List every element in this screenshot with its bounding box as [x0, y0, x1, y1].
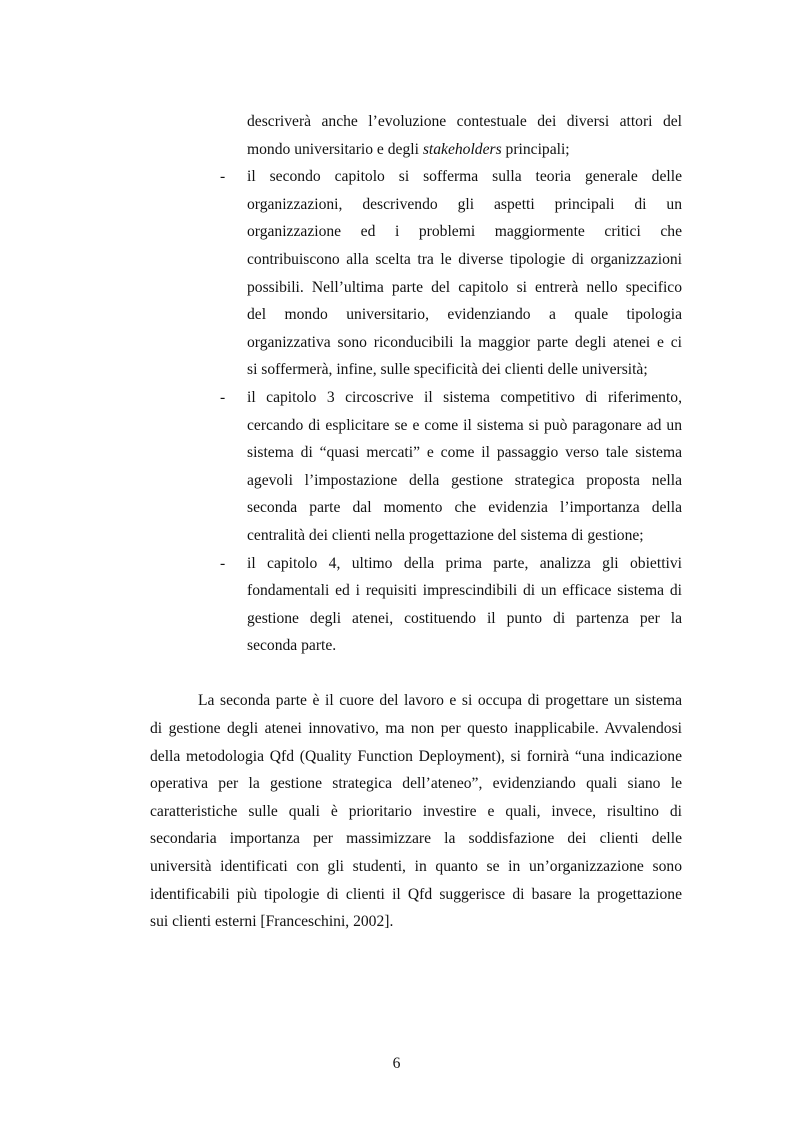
list-item-text: fondamentali ed i requisiti imprescindibili di un efficace sistema di — [247, 582, 682, 600]
paragraph-line-5 — [150, 798, 682, 826]
list-item-3-line-4 — [247, 632, 682, 660]
paragraph-line-8 — [150, 881, 682, 909]
paragraph-line-3 — [150, 743, 682, 771]
list-item-3-line-3 — [247, 605, 682, 633]
list-item-2-dash: - — [220, 388, 226, 406]
paragraph-line-2 — [150, 715, 682, 743]
paragraph-text: della metodologia Qfd (Quality Function Deployment), si fornirà “una indicazione — [150, 747, 682, 765]
list-item-2-line-1 — [220, 384, 682, 412]
list-item-text: centralità dei clienti nella progettazione del sistema di gestione; — [247, 526, 644, 544]
paragraph-line-7 — [150, 853, 682, 881]
list-item-1-line-8 — [247, 356, 682, 384]
paragraph-line-4 — [150, 770, 682, 798]
list-item-1-line-7 — [247, 329, 682, 357]
list-item-2-line-5 — [247, 494, 682, 522]
paragraph-line-6 — [150, 825, 682, 853]
list-item-2-line-6 — [247, 522, 682, 550]
list-item-1-dash: - — [220, 168, 226, 186]
paragraph-line-9 — [150, 908, 682, 936]
paragraph-text: La seconda parte è il cuore del lavoro e si occupa di progettare un sistema — [198, 692, 682, 710]
list-item-text: del mondo universitario, evidenziando a quale tipologia — [247, 306, 682, 324]
page-number: 6 — [392, 1055, 401, 1072]
list-item-2-line-2 — [247, 412, 682, 440]
paragraph-line-1 — [150, 687, 682, 715]
list-item-text: gestione degli atenei, costituendo il punto di partenza per la — [247, 609, 682, 627]
list-item-text: il capitolo 4, ultimo della prima parte, analizza gli obiettivi — [247, 554, 682, 572]
list-item-1-line-4 — [247, 246, 682, 274]
list-item-3-line-2 — [247, 577, 682, 605]
paragraph-text: caratteristiche sulle quali è prioritario investire e quali, invece, risultino di — [150, 802, 682, 820]
list-item-text: il secondo capitolo si sofferma sulla teoria generale delle — [247, 168, 682, 186]
list-item-text: organizzativa sono riconducibili la maggior parte degli atenei e ci — [247, 333, 682, 351]
list-item-2-line-3 — [247, 439, 682, 467]
list-item-3-dash: - — [220, 554, 226, 572]
paragraph-text: identificabili più tipologie di clienti il Qfd suggerisce di basare la progettazione — [150, 885, 682, 903]
list-continuation-line-1 — [247, 108, 682, 136]
paragraph-text: operativa per la gestione strategica dell’ateneo”, evidenziando quali siano le — [150, 775, 682, 793]
paragraph-gap — [150, 660, 682, 688]
page-body — [150, 108, 682, 936]
list-item-text: agevoli l’impostazione della gestione strategica proposta nella — [247, 471, 682, 489]
list-item-1-line-6 — [247, 301, 682, 329]
list-item-text: il capitolo 3 circoscrive il sistema competitivo di riferimento, — [247, 388, 682, 406]
list-item-text: cercando di esplicitare se e come il sistema si può paragonare ad un — [247, 416, 682, 434]
list-continuation-line-2 — [247, 136, 682, 164]
list-item-text: organizzazioni, descrivendo gli aspetti principali di un — [247, 195, 682, 213]
stakeholders-emphasis: stakeholders — [422, 140, 502, 158]
list-continuation-text-post: principali; — [501, 140, 570, 158]
list-item-1-line-3 — [247, 218, 682, 246]
list-item-text: organizzazione ed i problemi maggiormente critici che — [247, 223, 682, 241]
list-continuation-text: descriverà anche l’evoluzione contestuale dei diversi attori del — [247, 113, 682, 130]
list-item-text: seconda parte. — [247, 637, 337, 655]
list-item-3-line-1 — [220, 550, 682, 578]
paragraph-text: sui clienti esterni [Franceschini, 2002]. — [150, 913, 394, 931]
list-item-text: seconda parte dal momento che evidenzia l’importanza della — [247, 499, 682, 517]
list-item-2-line-4 — [247, 467, 682, 495]
list-item-1-line-5 — [247, 274, 682, 302]
list-item-text: sistema di “quasi mercati” e come il passaggio verso tale sistema — [247, 444, 682, 462]
list-item-1-line-1 — [220, 163, 682, 191]
paragraph-text: di gestione degli atenei innovativo, ma non per questo inapplicabile. Avvalendosi — [150, 720, 682, 738]
list-item-text: si soffermerà, infine, sulle specificità dei clienti delle università; — [247, 361, 648, 379]
paragraph-text: secondaria importanza per massimizzare la soddisfazione dei clienti delle — [150, 830, 682, 848]
list-item-text: possibili. Nell’ultima parte del capitolo si entrerà nello specifico — [247, 278, 682, 296]
list-item-text: contribuiscono alla scelta tra le diverse tipologie di organizzazioni — [247, 250, 682, 268]
list-continuation-text-pre: mondo universitario e degli — [247, 140, 423, 158]
list-item-1-line-2 — [247, 191, 682, 219]
paragraph-text: università identificati con gli studenti, in quanto se in un’organizzazione sono — [150, 858, 682, 876]
